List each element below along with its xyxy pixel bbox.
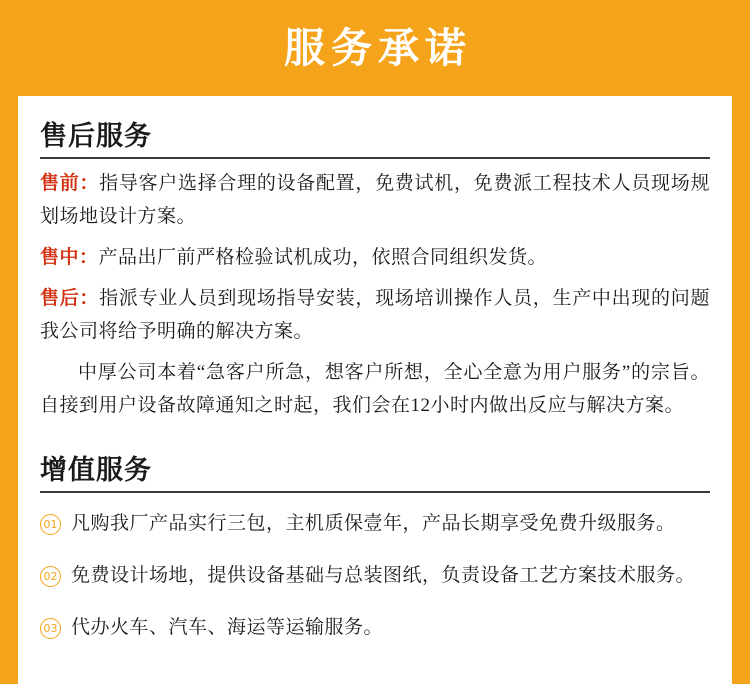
- text-post-sale: 指派专业人员到现场指导安装，现场培训操作人员，生产中出现的问题我公司将给予明确的解决方案。: [40, 288, 710, 342]
- list-item-text-02: 免费设计场地，提供设备基础与总装图纸，负责设备工艺方案技术服务。: [71, 565, 696, 586]
- after-sales-paragraph-post-sale: [40, 282, 710, 348]
- section-title-after-sales: 售后服务: [40, 114, 710, 159]
- text-during-sale: 产品出厂前严格检验试机成功，依照合同组织发货。: [98, 247, 548, 268]
- after-sales-paragraph-statement: 中厚公司本着“急客户所急，想客户所想，全心全意为用户服务”的宗旨。自接到用户设备故障通知之时起，我们会在12小时内做出反应与解决方案。: [40, 362, 710, 416]
- list-number-badge-02: 02: [40, 566, 61, 587]
- list-item-text-03: 代办火车、汽车、海运等运输服务。: [71, 617, 384, 638]
- section-title-value-added: 增值服务: [40, 448, 710, 493]
- text-pre-sale: 指导客户选择合理的设备配置，免费试机，免费派工程技术人员现场规划场地设计方案。: [40, 173, 710, 227]
- page-header: [0, 0, 750, 96]
- left-edge-bar: [0, 0, 18, 684]
- list-item: [40, 611, 710, 645]
- list-number-badge-03: 03: [40, 618, 61, 639]
- right-edge-bar: [732, 0, 750, 684]
- label-during-sale: 售中：: [40, 247, 99, 268]
- content-area: [18, 96, 732, 684]
- list-item: [40, 559, 710, 593]
- list-number-badge-01: 01: [40, 514, 61, 535]
- page-title: 服务承诺: [284, 23, 472, 72]
- after-sales-paragraph-during-sale: [40, 241, 710, 274]
- label-pre-sale: 售前：: [40, 173, 100, 194]
- after-sales-paragraph-pre-sale: [40, 167, 710, 233]
- value-added-list: [40, 507, 710, 645]
- list-item-text-01: 凡购我厂产品实行三包，主机质保壹年，产品长期享受免费升级服务。: [71, 513, 676, 534]
- list-item: [40, 507, 710, 541]
- label-post-sale: 售后：: [40, 288, 100, 309]
